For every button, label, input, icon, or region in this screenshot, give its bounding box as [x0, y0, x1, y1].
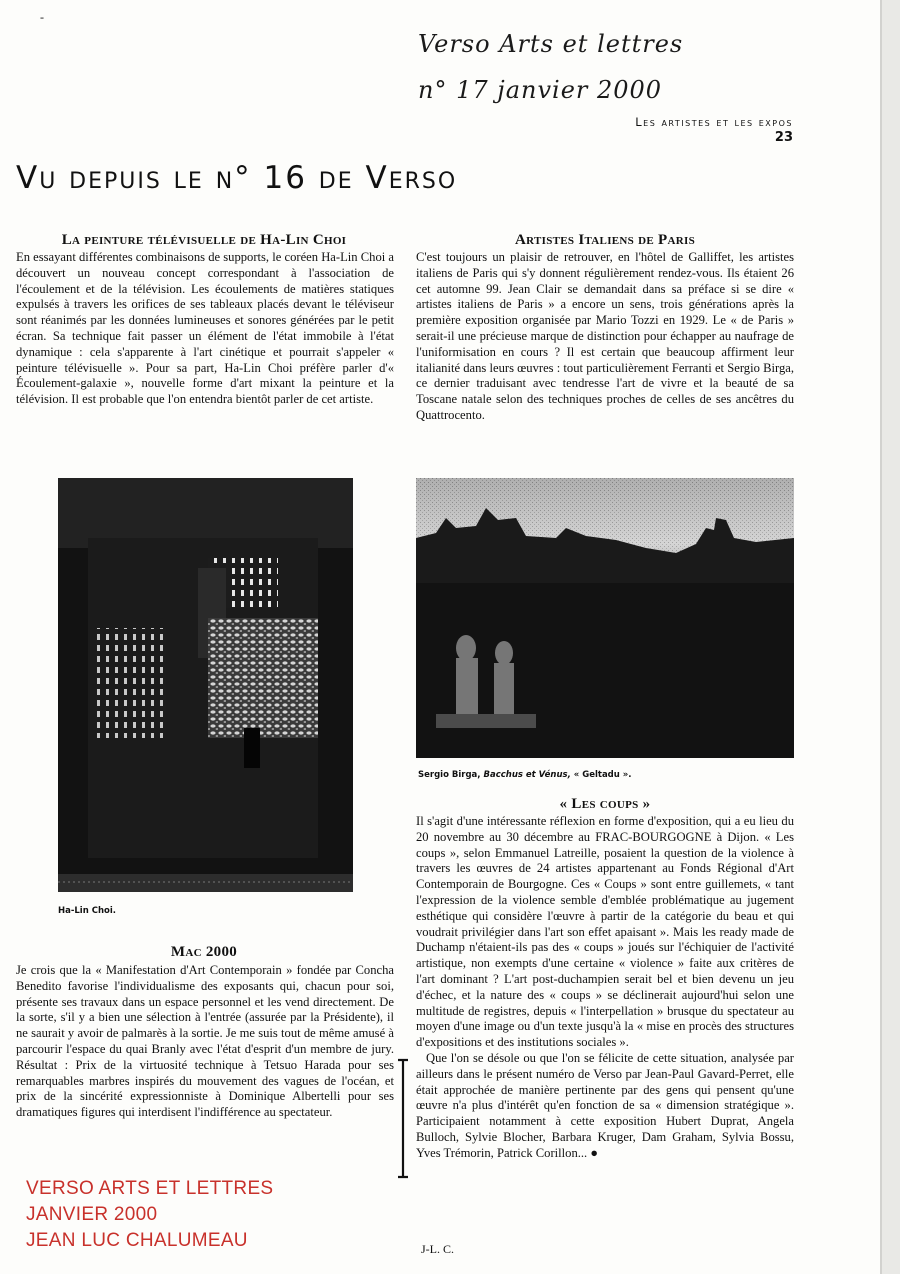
caption-artwork-title: Bacchus et Vénus,: [483, 770, 571, 780]
red-annotation-line-2: JANVIER 2000: [26, 1204, 158, 1225]
photo-ha-lin-choi: [58, 478, 353, 892]
page-number: 23: [774, 130, 793, 145]
caption-artist: Sergio Birga,: [418, 770, 481, 780]
section-header: Les artistes et les expos: [635, 115, 793, 129]
article-body-coups: [416, 814, 794, 1162]
paragraph: Que l'on se désole ou que l'on se félicite de cette situation, analysée par ailleurs dans le présent numéro de Verso par Jean-Paul Gavard-Perret, elle était approchée de manière pertinente par des gens qui pensent qu'une œuvre n'a plus d'intérêt qu'en fonction de sa « dimension stratégique ». Participaient notamment à cette exposition Hubert Duprat, Angela Bulloch, Sylvie Blocher, Barbara Kruger, Dam Graham, Sylvia Bossu, Yves Trémorin, Patrick Corillon... ●: [416, 1050, 794, 1160]
page-edge: [882, 0, 900, 1274]
caption-collection: « Geltadu ».: [573, 770, 632, 780]
article-heading-italiens: Artistes Italiens de Paris: [514, 232, 695, 248]
photo-sergio-birga: [416, 478, 794, 758]
bacchus-venus-image: [416, 478, 794, 758]
handwritten-note-line-1: Verso Arts et lettres: [418, 30, 684, 58]
article-body-italiens: [416, 250, 794, 424]
caption-ha-lin-choi: Ha-Lin Choi.: [58, 906, 116, 916]
paragraph: Il s'agit d'une intéressante réflexion en forme d'exposition, qui a eu lieu du 20 novembre au 30 décembre au FRAC-BOURGOGNE à Dijon. « Les coups », selon Emmanuel Latreille, posaient la question de la violence à travers les œuvres de 24 artistes appartenant au Fonds Régional d'Art Contemporain de Bourgogne. Ces « Coups » sont entre guillemets, « tant l'expression de la violence semble d'emblée problématique au jugement esthétique qui considère l'œuvre à partir de la catégorie du beau et qui voudrait privilégier dans l'art son effet apaisant ». Mais les ready made de Duchamp n'étaient-ils pas des « coups » joués sur l'échiquier de l'activité artistique, non exempts d'une certaine « violence » faite aux critères de l'art dominant ? L'art post-duchampien serait bel et bien devenu un jeu d'échec, et la nature des « coups » se déclinerait aujourd'hui selon une multitude de registres, depuis « l'interpellation » brusque du spectateur au moyen d'une image ou d'un texte jusqu'à la « mise en procès des structures d'expositions et des institutions sociales ».: [416, 814, 794, 1050]
margin-bracket: [396, 1056, 410, 1181]
page-edge-line: [880, 0, 882, 1274]
caption-sergio-birga: [418, 770, 632, 780]
red-annotation-line-1: VERSO ARTS ET LETTRES: [26, 1178, 274, 1199]
article-heading-mac: Mac 2000: [170, 944, 238, 960]
tv-painting-image: [58, 478, 353, 892]
red-annotation-line-3: JEAN LUC CHALUMEAU: [26, 1230, 248, 1251]
handwritten-note-line-2: n° 17 janvier 2000: [418, 76, 663, 104]
paragraph: En essayant différentes combinaisons de supports, le coréen Ha-Lin Choi a découvert un nouveau concept correspondant à l'association de l'écoulement et de la télévision. Les écoulements de matières statiques expulsés à travers les orifices de ses tableaux placés devant le téléviseur sont réanimés par les données lumineuses et sonores générées par le petit écran. Sa technique fait passer un élément de l'état immobile à l'état dynamique : cela s'apparente à l'art cinétique et pourrait s'appeler « peinture télévisuelle ». Pour sa part, Ha-Lin Choi préfère parler d'« Écoulement-galaxie », nouvelle forme d'art mixant la peinture et la télévision. Il est probable que l'on entendra bientôt parler de cet artiste.: [16, 250, 394, 407]
article-heading-choi: La peinture télévisuelle de Ha-Lin Choi: [61, 232, 347, 248]
page-title: Vu depuis le n° 16 de Verso: [16, 160, 458, 196]
margin-mark: -: [40, 10, 44, 24]
article-body-choi: [16, 250, 394, 408]
signature: J-L. C.: [421, 1242, 454, 1256]
article-body-mac: [16, 963, 394, 1121]
article-heading-coups: « Les coups »: [559, 796, 651, 812]
paragraph: C'est toujours un plaisir de retrouver, en l'hôtel de Galliffet, les artistes italiens de Paris qui s'y donnent régulièrement rendez-vous. Ils étaient 26 cet automne 99. Jean Clair se demandait dans sa préface si se dire « artistes italiens de Paris » a encore un sens, trois générations après la première exposition organisée par Mario Tozzi en 1929. Le « de Paris » serait-il une précieuse marque de distinction pour échapper au naufrage de l'uniformisation en cours ? Il est certain que beaucoup affirment leur italianité dans leurs œuvres : tout particulièrement Ferranti et Sergio Birga, ce dernier traduisant avec tendresse l'art de vivre et la beauté de sa Toscane natale selon des techniques proches de celles de ses ancêtres du Quattrocento.: [416, 250, 794, 422]
paragraph: Je crois que la « Manifestation d'Art Contemporain » fondée par Concha Benedito favorise l'individualisme des exposants qui, chacun pour soi, présente ses travaux dans un espace personnel et les vend directement. De la sorte, s'il y a bien une sélection à l'entrée (assurée par la Présidente), il ne saurait y avoir de palmarès à la sortie. Je me suis tout de même amusé à parcourir l'espace du quai Branly avec l'état d'esprit d'un membre de jury. Résultat : Prix de la virtuosité technique à Tetsuo Harada pour ses remarquables marbres inspirés du mouvement des vagues de l'océan, et prix de la sincérité expressionniste à Dominique Albertelli pour ses dramatiques figures qui interdisent l'indifférence au spectateur.: [16, 963, 394, 1120]
